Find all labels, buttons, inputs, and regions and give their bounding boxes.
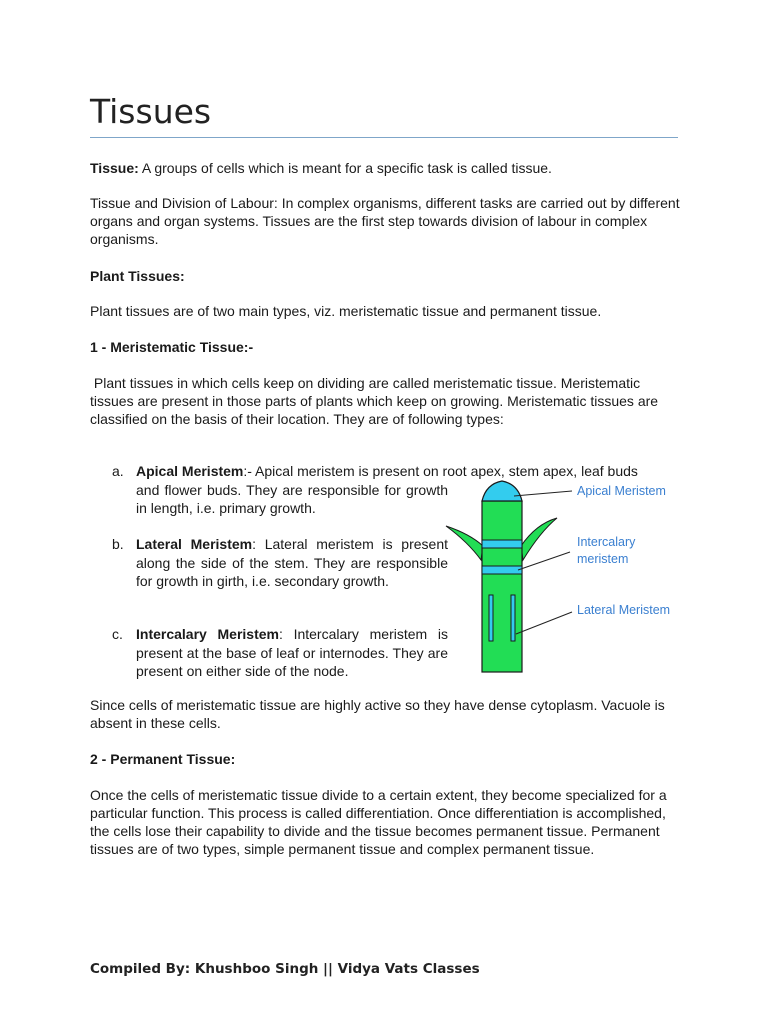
- list-marker: c.: [112, 626, 123, 642]
- plant-stem-diagram: [440, 474, 680, 680]
- intercalary-label-line2: meristem: [577, 552, 629, 566]
- intercalary-text: : Intercalary meristem is present at the base of leaf or internodes. They are present on either side of the node.: [136, 626, 448, 679]
- apical-pointer: [514, 491, 572, 496]
- apical-term: Apical Meristem: [136, 463, 244, 479]
- list-marker: a.: [112, 463, 124, 479]
- list-marker: b.: [112, 536, 124, 552]
- intercalary-band-lower: [482, 566, 522, 574]
- right-leaf: [521, 518, 557, 560]
- lateral-term: Lateral Meristem: [136, 536, 253, 552]
- lateral-pointer: [516, 612, 572, 634]
- title-divider: [90, 137, 678, 138]
- apical-label: Apical Meristem: [577, 484, 666, 498]
- left-leaf: [446, 526, 483, 560]
- permanent-heading: 2 - Permanent Tissue:: [90, 751, 236, 767]
- tissue-label: Tissue:: [90, 160, 139, 176]
- tissue-definition-text: A groups of cells which is meant for a specific task is called tissue.: [138, 160, 552, 176]
- list-item-intercalary: [112, 625, 448, 681]
- plant-tissues-paragraph: Plant tissues are of two main types, viz. meristematic tissue and permanent tissue.: [90, 303, 602, 319]
- list-item-lateral: [112, 535, 448, 591]
- intercalary-label-line1: Intercalary: [577, 535, 636, 549]
- apical-rest: and flower buds. They are responsible for growth in length, i.e. primary growth.: [136, 481, 448, 516]
- lateral-label: Lateral Meristem: [577, 603, 671, 617]
- division-of-labour-paragraph: Tissue and Division of Labour: In complex organisms, different tasks are carried out by different organs and organ systems. Tissues are the first step towards division of labour in complex organisms.: [90, 195, 680, 247]
- intercalary-band-upper: [482, 540, 522, 548]
- lateral-meristem-right: [511, 595, 515, 641]
- lateral-meristem-left: [489, 595, 493, 641]
- page-title: Tissues: [90, 92, 212, 131]
- intercalary-term: Intercalary Meristem: [136, 626, 279, 642]
- meristematic-paragraph: Plant tissues in which cells keep on dividing are called meristematic tissue. Meristematic tissues are present in those parts of plants which keep on growing. Meristematic tissues are classified on the basis of their location. They are of following types:: [90, 375, 662, 427]
- meristematic-closing-paragraph: Since cells of meristematic tissue are highly active so they have dense cytoplasm. Vacuole is absent in these cells.: [90, 697, 665, 731]
- footer-credit: Compiled By: Khushboo Singh || Vidya Vats Classes: [90, 961, 480, 977]
- apical-meristem-cap: [482, 481, 522, 501]
- stem: [482, 501, 522, 672]
- apical-line1: :- Apical meristem is present on root apex, stem apex, leaf buds: [243, 463, 638, 479]
- tissue-definition: [90, 159, 650, 177]
- lateral-text: : Lateral meristem is present along the side of the stem. They are responsible for growth in girth, i.e. secondary growth.: [136, 536, 448, 589]
- plant-tissues-heading: Plant Tissues:: [90, 268, 185, 284]
- permanent-paragraph: Once the cells of meristematic tissue divide to a certain extent, they become specialized for a particular function. This process is called differentiation. Once differentiation is accomplished, the cells lose their capability to divide and the tissue becomes permanent tissue. Permanent tissues are of two types, simple permanent tissue and complex permanent tissue.: [90, 787, 667, 857]
- meristematic-heading: 1 - Meristematic Tissue:-: [90, 339, 254, 355]
